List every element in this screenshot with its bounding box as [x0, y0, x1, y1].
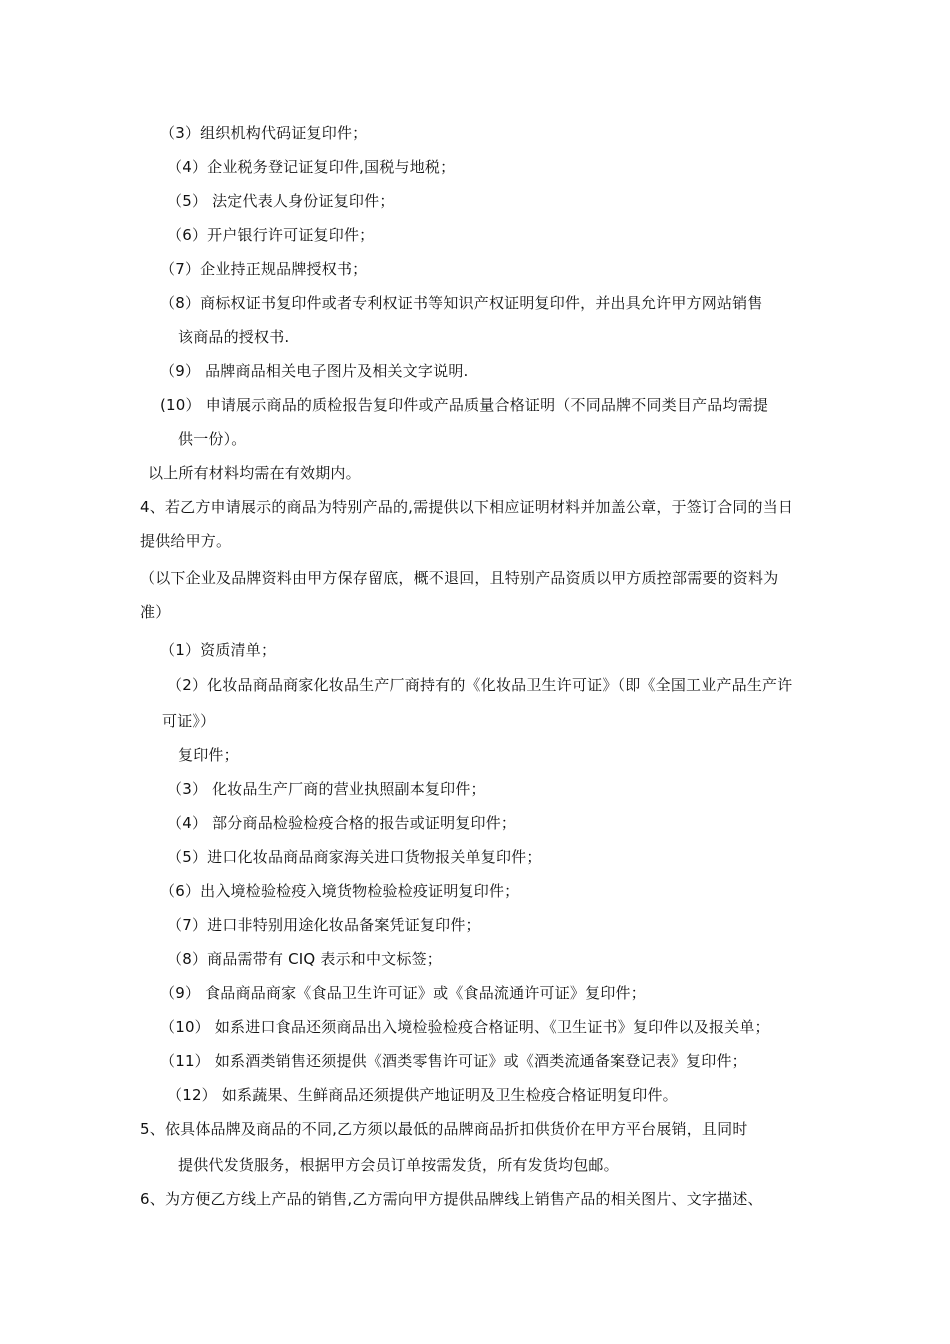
- clause-4: 4、若乙方申请展示的商品为特别产品的,需提供以下相应证明材料并加盖公章，于签订合同的当日: [140, 498, 794, 516]
- clause-5: 5、依具体品牌及商品的不同,乙方须以最低的品牌商品折扣供货价在甲方平台展销，且同时: [140, 1120, 748, 1138]
- special-item-2: （2）化妆品商品商家化妆品生产厂商持有的《化妆品卫生许可证》（即《全国工业产品生产许: [167, 676, 793, 694]
- special-item-10: （10） 如系进口食品还须商品出入境检验检疫合格证明、《卫生证书》复印件以及报关单；: [160, 1018, 770, 1036]
- special-item-8: （8）商品需带有 CIQ 表示和中文标签；: [167, 950, 442, 968]
- special-item-6: （6）出入境检验检疫入境货物检验检疫证明复印件；: [160, 882, 520, 900]
- retention-note: （以下企业及品牌资料由甲方保存留底，概不退回，且特别产品资质以甲方质控部需要的资料为: [140, 569, 779, 587]
- item-10-continuation: 供一份）。: [178, 430, 247, 448]
- special-item-11: （11） 如系酒类销售还须提供《酒类零售许可证》或《酒类流通备案登记表》复印件；: [160, 1052, 747, 1070]
- item-8-trademark-certificate: （8）商标权证书复印件或者专利权证书等知识产权证明复印件，并出具允许甲方网站销售: [160, 294, 763, 312]
- clause-6: 6、为方便乙方线上产品的销售,乙方需向甲方提供品牌线上销售产品的相关图片、文字描述、: [140, 1190, 763, 1208]
- item-3-org-code: （3）组织机构代码证复印件；: [160, 124, 368, 142]
- item-4-tax-registration: （4）企业税务登记证复印件,国税与地税；: [167, 158, 456, 176]
- special-item-2-continuation-2: 复印件；: [178, 746, 239, 764]
- item-7-brand-authorization: （7）企业持正规品牌授权书；: [160, 260, 368, 278]
- item-5-legal-rep-id: （5） 法定代表人身份证复印件；: [167, 192, 395, 210]
- special-item-5: （5）进口化妆品商品商家海关进口货物报关单复印件；: [167, 848, 542, 866]
- item-9-brand-images: （9） 品牌商品相关电子图片及相关文字说明.: [160, 362, 469, 380]
- item-10-quality-report: (10） 申请展示商品的质检报告复印件或产品质量合格证明（不同品牌不同类目产品均需提: [160, 396, 769, 414]
- item-6-bank-license: （6）开户银行许可证复印件；: [167, 226, 375, 244]
- special-item-9: （9） 食品商品商家《食品卫生许可证》或《食品流通许可证》复印件；: [160, 984, 646, 1002]
- special-item-7: （7）进口非特别用途化妆品备案凭证复印件；: [167, 916, 481, 934]
- retention-note-continuation: 准）: [140, 603, 171, 621]
- clause-5-continuation: 提供代发货服务，根据甲方会员订单按需发货，所有发货均包邮。: [178, 1156, 619, 1174]
- item-8-continuation: 该商品的授权书.: [178, 328, 290, 346]
- validity-note: 以上所有材料均需在有效期内。: [148, 464, 361, 482]
- special-item-3: （3） 化妆品生产厂商的营业执照副本复印件；: [167, 780, 486, 798]
- special-item-12: （12） 如系蔬果、生鲜商品还须提供产地证明及卫生检疫合格证明复印件。: [167, 1086, 678, 1104]
- special-item-2-continuation: 可证》）: [162, 712, 216, 730]
- clause-4-continuation: 提供给甲方。: [140, 532, 232, 550]
- special-item-4: （4） 部分商品检验检疫合格的报告或证明复印件；: [167, 814, 517, 832]
- special-item-1: （1）资质清单；: [160, 641, 277, 659]
